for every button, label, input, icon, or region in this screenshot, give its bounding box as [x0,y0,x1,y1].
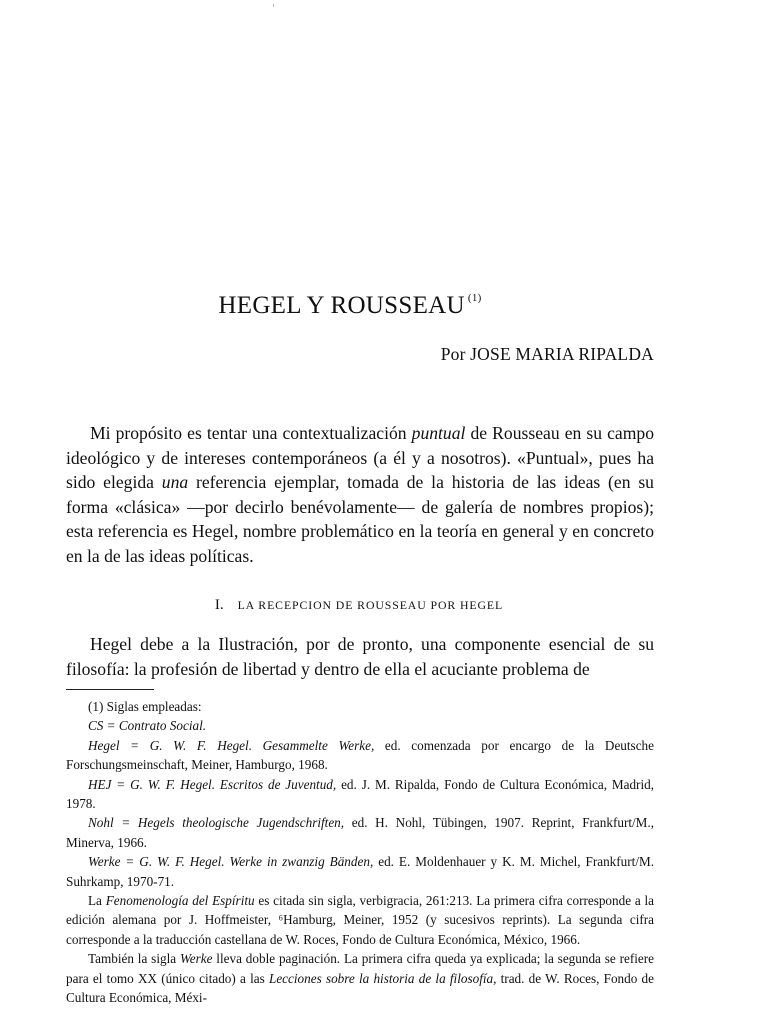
intro-text-1: Mi propósito es tentar una contextualización [90,423,412,443]
footnote-tamb-text: trad. de W. Roces, Fondo de Cultura Económica, Méxi- [66,970,654,1006]
footnotes [66,697,654,1008]
body-paragraph [66,632,654,681]
section-title: LA RECEPCION DE ROUSSEAU POR HEGEL [237,598,504,612]
footnote-feno-term: Fenomenología del Espíritu [105,893,255,909]
footnote-tamb-pre: También la sigla [88,951,180,967]
footnote-hej-term: HEJ = G. W. F. Hegel. Escritos de Juventud, [88,776,337,792]
footnote-hej [66,775,654,814]
footnote-cs [66,716,654,735]
footnote-werke [66,852,654,891]
footnote-rule [66,689,154,690]
footnote-tambien [66,949,654,1007]
intro-emphasis-2: una [161,472,189,493]
footnote-feno-pre: La [88,893,106,909]
intro-text-2: de Rousseau en su campo ideológico y de intereses contemporáneos (a él y a nosotros). «Puntual», pues ha sido elegida [66,423,654,493]
section-number: I. [214,597,224,613]
footnote-tamb-mid: lleva doble paginación. La primera cifra queda ya explicada; la segunda se refiere para el tomo XX (único citado) a las [66,951,655,986]
footnote-fenomenologia [66,891,654,949]
intro-paragraph [66,421,654,569]
title-footnote-ref: (1) [467,292,482,304]
footnote-nohl-term: Nohl = Hegels theologische Jugendschriften, [88,815,345,831]
footnote-werke-term: Werke = G. W. F. Hegel. Werke in zwanzig Bänden, [88,854,374,870]
body-paragraph-text: Hegel debe a la Ilustración, por de pronto, una componente esencial de su filosofía: la profesión de libertad y dentro de ella el acuciante problema de [66,634,654,679]
intro-emphasis-1: puntual [411,423,466,443]
author-line: Por JOSE MARIA RIPALDA [440,344,654,364]
footnote-hej-text: ed. J. M. Ripalda, Fondo de Cultura Económica, Madrid, 1978. [66,776,654,812]
footnote-feno-text: es citada sin sigla, verbigracia, 261:213. La primera cifra corresponde a la edición alemana por J. Hoffmeister, ⁶Hamburg, Meiner, 1952 (y sucesivos reprints). La segunda cifra corresponde a la traducción castellana de W. Roces, Fondo de Cultura Económica, México, 1966. [66,893,654,947]
footnote-1: (1) Siglas empleadas: [88,699,202,714]
article-title [0,292,700,320]
footnote-hegel-text: ed. comenzada por encargo de la Deutsche Forschungsmeinschaft, Meiner, Hamburgo, 1968. [66,737,654,773]
footnote-hegel-term: Hegel = G. W. F. Hegel. Gesammelte Werke, [88,737,375,753]
footnote-werke-text: ed. E. Moldenhauer y K. M. Michel, Frankfurt/M. Suhrkamp, 1970-71. [66,854,655,889]
section-heading [0,597,718,614]
footnote-hegel [66,736,654,775]
footnote-nohl-text: ed. H. Nohl, Tübingen, 1907. Reprint, Frankfurt/M., Minerva, 1966. [66,815,654,850]
footnote-tamb-term: Werke [179,951,213,967]
scan-mark [273,4,274,7]
intro-text-3: referencia ejemplar, tomada de la historia de las ideas (en su forma «clásica» —por decirlo benévolamente— de galería de nombres propios); esta referencia es Hegel, nombre problemático en la teoría en general y en concreto en la de las ideas políticas. [66,472,654,566]
footnote-tamb-emphasis: Lecciones sobre la historia de la filosofía, [268,970,497,986]
footnote-nohl [66,813,654,852]
title-text: HEGEL Y ROUSSEAU [218,292,465,319]
footnote-cs-term: CS = Contrato Social. [88,718,207,734]
